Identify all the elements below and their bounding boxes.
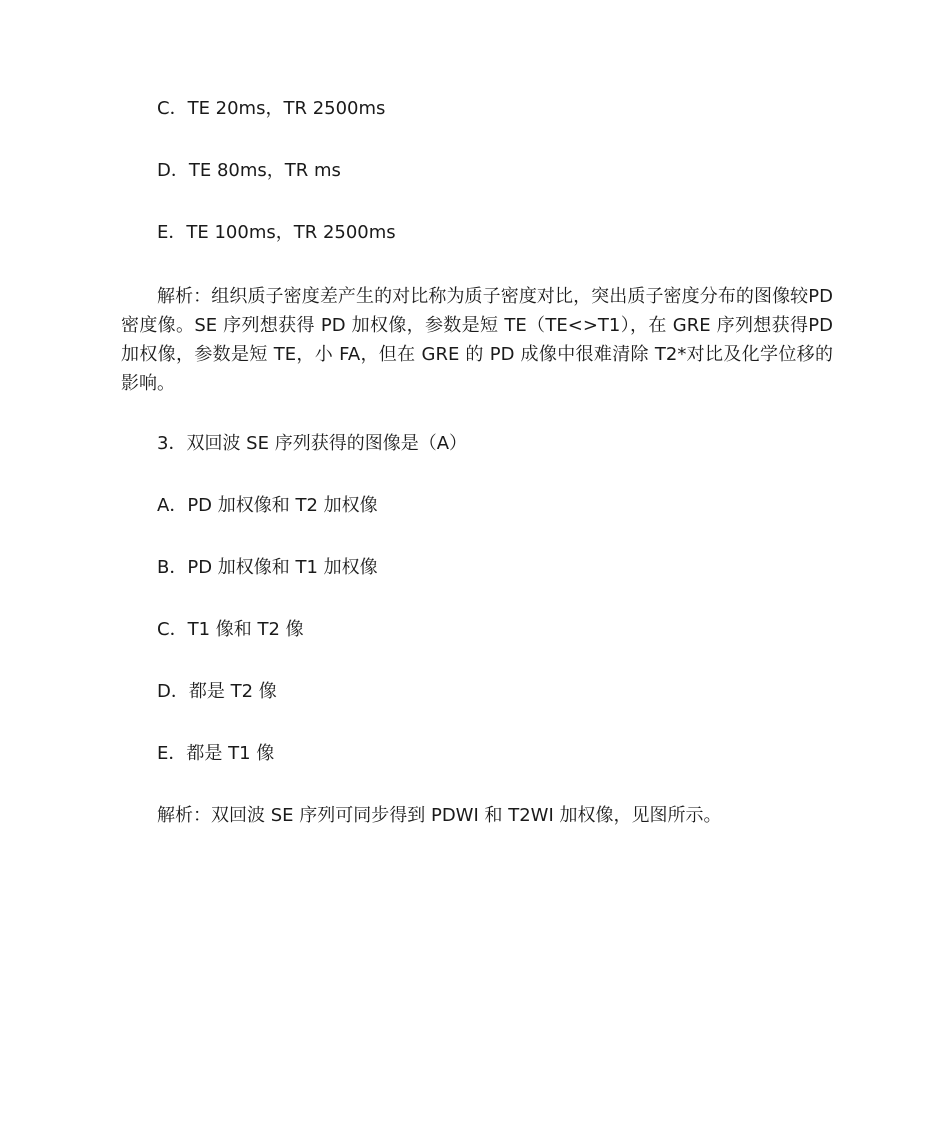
q2-option-c: C．TE 20ms，TR 2500ms	[157, 98, 386, 119]
q3-option-b: B．PD 加权像和 T1 加权像	[157, 557, 378, 578]
q3-option-a: A．PD 加权像和 T2 加权像	[157, 495, 378, 516]
q2-option-e: E．TE 100ms，TR 2500ms	[157, 222, 396, 243]
q2-explanation: 解析：组织质子密度差产生的对比称为质子密度对比，突出质子密度分布的图像较PD 密度像。SE 序列想获得 PD 加权像，参数是短 TE（TE<>T1），在 GRE 序列想获得PD 加权像，参数是短 TE，小 FA，但在 GRE 的 PD 成像中很难清除 T2*对比及化学位移的影响。	[121, 286, 833, 394]
q3-option-e: E．都是 T1 像	[157, 743, 275, 764]
q3-question: 3．双回波 SE 序列获得的图像是（A）	[157, 433, 468, 454]
q3-option-c: C．T1 像和 T2 像	[157, 619, 304, 640]
q3-option-d: D．都是 T2 像	[157, 681, 277, 702]
q2-option-d: D．TE 80ms，TR ms	[157, 160, 341, 181]
q3-explanation: 解析：双回波 SE 序列可同步得到 PDWI 和 T2WI 加权像，见图所示。	[157, 805, 722, 826]
